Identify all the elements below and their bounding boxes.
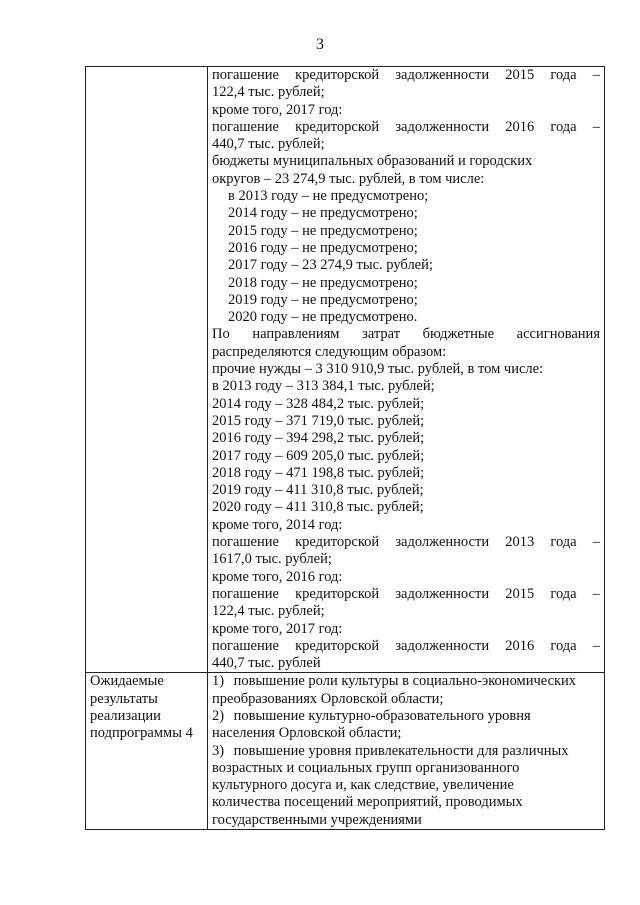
result-number: 3) (212, 742, 225, 759)
expected-results-list (208, 673, 605, 830)
funding-line: 2019 году – 411 310,8 тыс. рублей; (212, 482, 424, 499)
funding-line: погашение кредиторской задолженности 2015 года – (212, 585, 600, 602)
expected-results-row (86, 673, 605, 830)
result-line (212, 725, 600, 742)
funding-line: 122,4 тыс. рублей; (212, 84, 325, 101)
result-line (212, 743, 600, 760)
funding-line: в 2013 году – 313 384,1 тыс. рублей; (212, 378, 435, 395)
result-line (212, 708, 600, 725)
result-text: населения Орловской области; (212, 725, 402, 742)
expected-results-label (86, 673, 208, 830)
funding-line: 440,7 тыс. рублей; (212, 136, 325, 153)
result-text: государственными учреждениями (212, 811, 422, 828)
funding-line: 2017 году – 23 274,9 тыс. рублей; (228, 257, 433, 274)
funding-line: округов – 23 274,9 тыс. рублей, в том числе: (212, 170, 485, 187)
funding-line: 2020 году – не предусмотрено. (228, 309, 418, 326)
label-line: подпрограммы 4 (90, 725, 193, 742)
funding-line: 2015 году – 371 719,0 тыс. рублей; (212, 412, 425, 429)
result-line (212, 777, 600, 794)
funding-line: кроме того, 2017 год: (212, 620, 343, 637)
result-text: преобразованиях Орловской области; (212, 690, 444, 707)
funding-line: погашение кредиторской задолженности 2016 года – (212, 637, 600, 654)
funding-line: 2016 году – не предусмотрено; (228, 239, 418, 256)
label-line: результаты (90, 690, 158, 707)
result-text: возрастных и социальных групп организованного (212, 759, 520, 776)
result-line (212, 760, 600, 777)
funding-line: 2017 году – 609 205,0 тыс. рублей; (212, 447, 425, 464)
funding-line: прочие нужды – 3 310 910,9 тыс. рублей, в том числе: (212, 361, 544, 378)
funding-line: кроме того, 2016 год: (212, 568, 343, 585)
funding-line: 122,4 тыс. рублей; (212, 603, 325, 620)
funding-line: 440,7 тыс. рублей (212, 655, 321, 672)
funding-line: распределяются следующим образом: (212, 343, 447, 360)
result-line (212, 691, 600, 708)
page-number: 3 (316, 36, 324, 53)
funding-line: погашение кредиторской задолженности 2015 года – (212, 67, 600, 83)
program-table (85, 66, 605, 830)
result-number: 2) (212, 707, 225, 724)
result-line (212, 812, 600, 829)
funding-line: 2019 году – не предусмотрено; (228, 291, 418, 308)
funding-line: кроме того, 2017 год: (212, 101, 343, 118)
label-line: Ожидаемые (90, 673, 164, 690)
funding-line: 2015 году – не предусмотрено; (228, 222, 418, 239)
result-text: количества посещений мероприятий, проводимых (212, 794, 523, 811)
funding-line: погашение кредиторской задолженности 2016 года – (212, 118, 600, 135)
result-number: 1) (212, 673, 225, 690)
funding-line: 2018 году – 471 198,8 тыс. рублей; (212, 464, 425, 481)
funding-line: 2014 году – не предусмотрено; (228, 205, 418, 222)
result-text: повышение роли культуры в социально-экономических (233, 673, 577, 690)
result-line (212, 794, 600, 811)
funding-line: в 2013 году – не предусмотрено; (228, 188, 429, 205)
funding-line: погашение кредиторской задолженности 2013 года – (212, 534, 600, 551)
funding-line: По направлениям затрат бюджетные ассигнования (212, 326, 600, 343)
funding-line: 2020 году – 411 310,8 тыс. рублей; (212, 499, 424, 516)
funding-line: 2016 году – 394 298,2 тыс. рублей; (212, 430, 425, 447)
result-text: повышение уровня привлекательности для различных (233, 742, 569, 759)
row-label-empty (86, 67, 208, 673)
funding-line: кроме того, 2014 год: (212, 516, 343, 533)
funding-line: 2014 году – 328 484,2 тыс. рублей; (212, 395, 425, 412)
result-text: культурного досуга и, как следствие, увеличение (212, 777, 514, 794)
result-text: повышение культурно-образовательного уровня (233, 707, 531, 724)
result-line (212, 673, 600, 690)
funding-line: 2018 году – не предусмотрено; (228, 274, 418, 291)
funding-line: бюджеты муниципальных образований и городских (212, 153, 533, 170)
label-line: реализации (90, 707, 161, 724)
funding-row (86, 67, 605, 673)
funding-details (208, 67, 605, 673)
funding-line: 1617,0 тыс. рублей; (212, 551, 332, 568)
